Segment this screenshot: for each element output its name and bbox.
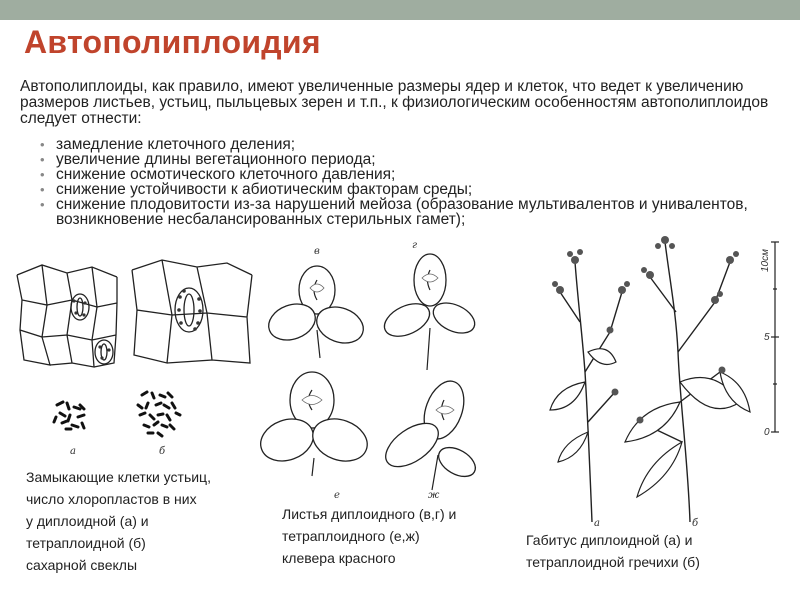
- figure-label-b: б: [159, 446, 166, 457]
- scale-label-10: 10см: [760, 249, 771, 272]
- caption-line: Габитус диплоидной (а) и: [526, 532, 693, 548]
- stomata-illustration: [12, 255, 262, 460]
- clover-caption: [282, 503, 522, 569]
- intro-text: Автополиплоиды, как правило, имеют увеличенные размеры ядер и клеток, что ведет к увеличению размеров листьев, устьиц, пыльцевых зерен и т.п., к физиологическим особенностям автополиплоидов следует отнести:: [20, 78, 769, 127]
- caption-line: Листья диплоидного (в,г) и: [282, 506, 457, 522]
- list-item: • снижение плодовитости из-за нарушений мейоза (образование мультивалентов и унивалентов, возникновение несбалансированных стерильных гамет);: [40, 197, 790, 227]
- figure-label-v: в: [314, 246, 320, 257]
- scale-label-0: 0: [764, 427, 770, 438]
- buckwheat-illustration: [530, 232, 790, 527]
- stomata-caption: [26, 466, 276, 576]
- figure-label-zh: ж: [428, 490, 440, 501]
- figure-label-e: е: [334, 490, 340, 501]
- figure-label-b: б: [692, 518, 699, 529]
- top-bar: [0, 0, 800, 20]
- list-item: • замедление клеточного деления;: [40, 137, 790, 152]
- caption-line: сахарной свеклы: [26, 557, 138, 573]
- list-item: • увеличение длины вегетационного периода;: [40, 152, 790, 167]
- caption-line: тетраплоидной (б): [26, 535, 146, 551]
- caption-line: Замыкающие клетки устьиц,: [26, 469, 211, 485]
- list-item: • снижение осмотического клеточного давления;: [40, 167, 790, 182]
- caption-line: тетраплоидного (е,ж): [282, 528, 420, 544]
- figure-label-a: а: [70, 446, 76, 457]
- clover-leaves-illustration: [262, 240, 482, 500]
- caption-line: число хлоропластов в них: [26, 491, 197, 507]
- traits-list: [40, 137, 790, 227]
- caption-line: клевера красного: [282, 550, 396, 566]
- buckwheat-caption: [526, 529, 776, 573]
- slide-title: Автополиплоидия: [24, 24, 321, 60]
- figure-label-a: а: [594, 518, 600, 529]
- figure-label-g: г: [412, 240, 418, 251]
- list-item: • снижение устойчивости к абиотическим факторам среды;: [40, 182, 790, 197]
- caption-line: тетраплоидной гречихи (б): [526, 554, 700, 570]
- caption-line: у диплоидной (а) и: [26, 513, 149, 529]
- scale-label-5: 5: [764, 332, 770, 343]
